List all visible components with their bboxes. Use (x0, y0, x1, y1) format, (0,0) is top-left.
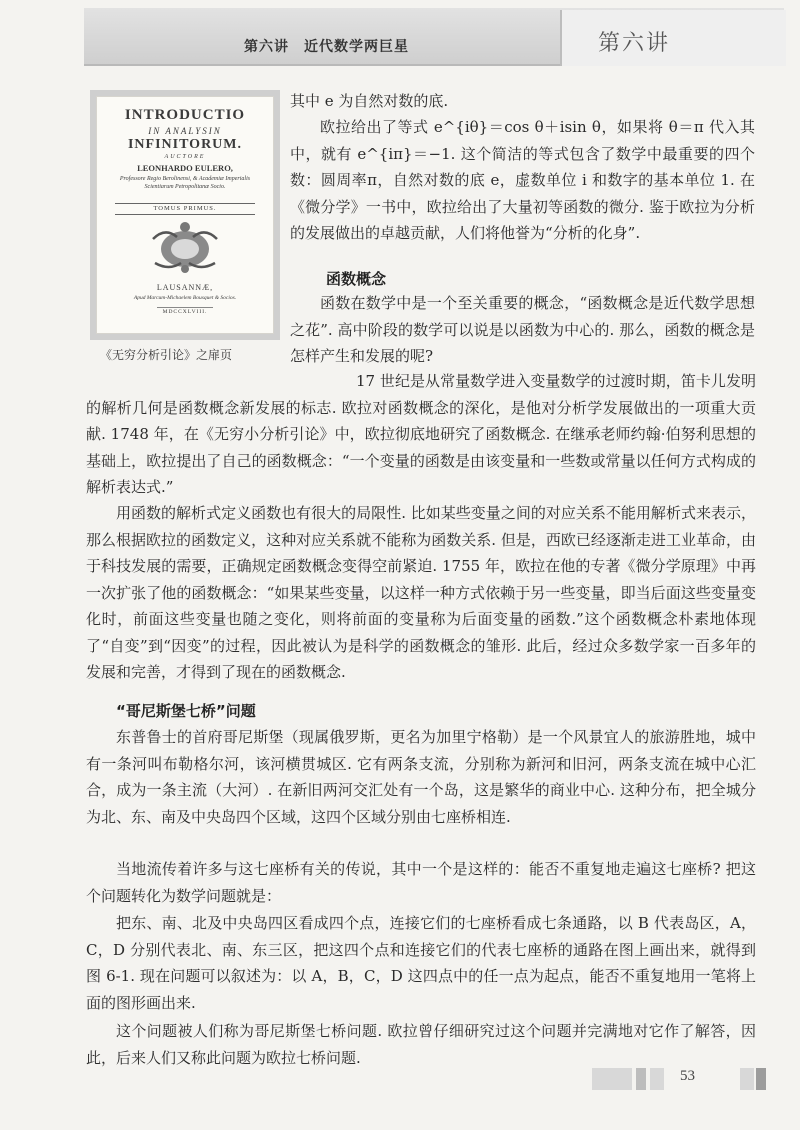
cover-publisher-line: Apud Marcum-Michaelem Bousquet & Socios. (133, 295, 237, 301)
body-paragraph: 用函数的解析式定义函数也有很大的局限性. 比如某些变量之间的对应关系不能用解析式来表示，那么根据欧拉的函数定义，这种对应关系就不能称为函数关系. 但是，西欧已经逐渐走进工业革命，由于科技发展的需要，正确规定函数概念变得空前紧迫. 1755 年，欧拉在他的专著《微分学原理》中再一次扩张了他的函数概念：“如果某些变量，以这样一种方式依赖于另一些变量，即当后面这些变量变化时，前面这些变量也随之变化，则将前面的变量称为后面变量的函数.”这个函数概念朴素地体现了“自变”到“因变”的过程，因此被认为是科学的函数概念的雏形. 此后，经过众多数学家一百多年的发展和完善，才得到了现在的函数概念. (86, 504, 756, 681)
section-heading: 函数概念 (326, 270, 387, 288)
cover-rule (115, 203, 255, 204)
body-paragraph: 把东、南、北及中央岛四区看成四个点，连接它们的七座桥看成七条通路，以 B 代表岛区，A，C，D 分别代表北、南、东三区，把这四个点和连接它们的代表七座桥的通路在图上画出来，就得到图 6-1. 现在问题可以叙述为：以 A，B，C，D 这四点中的任一点为起点，能否不重复地用一笔将上面的图形画出来. (86, 914, 756, 1012)
cover-place-line: LAUSANNÆ, (156, 283, 214, 292)
body-paragraph: 其中 e 为自然对数的底. (290, 92, 449, 110)
footer-decor-bar (636, 1068, 646, 1090)
footer-decor-bar (740, 1068, 754, 1090)
cover-rule (157, 307, 213, 308)
cover-rule (115, 214, 255, 215)
cover-volume-line: TOMUS PRIMUS. (153, 205, 217, 212)
chapter-tab-label: 第六讲 (598, 31, 671, 56)
figure-caption: 《无穷分析引论》之扉页 (100, 348, 233, 362)
body-paragraph: 这个问题被人们称为哥尼斯堡七桥问题. 欧拉曾仔细研究过这个问题并完满地对它作了解答，因此，后来人们又称此问题为欧拉七桥问题. (86, 1022, 756, 1067)
body-paragraph: 欧拉给出了等式 e^{iθ}＝cos θ＋isin θ，如果将 θ＝π 代入其中，就有 e^{iπ}＝−1. 这个简洁的等式包含了数学中最重要的四个数：圆周率π，自然对数的底 e，虚数单位 i 和数字的基本单位 1. 在《微分学》一书中，欧拉给出了大量初等函数的微分. 鉴于欧拉为分析的发展做出的卓越贡献，人们将他誉为“分析的化身”. (290, 118, 755, 242)
footer-decor-bar (592, 1068, 632, 1090)
body-paragraph: 17 世纪是从常量数学进入变量数学的过渡时期，笛卡儿发明的解析几何是函数概念新发展的标志. 欧拉对函数概念的深化，是他对分析学发展做出的一项重大贡献. 1748 年，在《无穷小分析引论》中，欧拉彻底地研究了函数概念. 在继承老师约翰·伯努利思想的基础上，欧拉提出了自己的函数概念：“一个变量的函数是由该变量和一些数或常量以任何方式构成的解析表达式.” (86, 372, 756, 496)
cover-title-line: INFINITORUM. (127, 137, 243, 152)
cover-auctore-line: AUCTORE (164, 154, 206, 160)
cover-affiliation-line: Professore Regio Berolinensi, & Academiæ Imperialis Scientiarum Petropolitanæ Socio. (119, 176, 251, 190)
cover-year-line: MDCCXLVIII. (162, 309, 208, 315)
chapter-title: 第六讲 近代数学两巨星 (244, 39, 409, 55)
cover-title-line: INTRODUCTIO (124, 107, 246, 123)
cover-vignette-ornament (145, 219, 225, 275)
footer-decor-bar (650, 1068, 664, 1090)
body-paragraph: 当地流传着许多与这七座桥有关的传说，其中一个是这样的：能否不重复地走遍这七座桥? 把这个问题转化为数学问题就是： (86, 860, 756, 905)
body-paragraph: 东普鲁士的首府哥尼斯堡（现属俄罗斯，更名为加里宁格勒）是一个风景宜人的旅游胜地，城中有一条河叫布勒格尔河，该河横贯城区. 它有两条支流，分别称为新河和旧河，两条支流在城中心汇合，成为一条主流（大河）. 在新旧两河交汇处有一个岛，这是繁华的商业中心. 这种分布，把全城分为北、东、南及中央岛四个区域，这四个区域分别由七座桥相连. (86, 728, 756, 826)
cover-author-line: LEONHARDO EULERO, (137, 163, 233, 173)
cover-subtitle-line: IN ANALYSIN (148, 126, 222, 136)
footer-decor-bar (756, 1068, 766, 1090)
section-heading: “哥尼斯堡七桥”问题 (116, 702, 256, 720)
chapter-tab (560, 10, 786, 66)
body-paragraph: 函数在数学中是一个至关重要的概念，“函数概念是近代数学思想之花”. 高中阶段的数学可以说是以函数为中心的. 那么，函数的概念是怎样产生和发展的呢? (290, 294, 755, 365)
book-title-page-image (96, 96, 274, 334)
page-number: 53 (680, 1068, 695, 1084)
